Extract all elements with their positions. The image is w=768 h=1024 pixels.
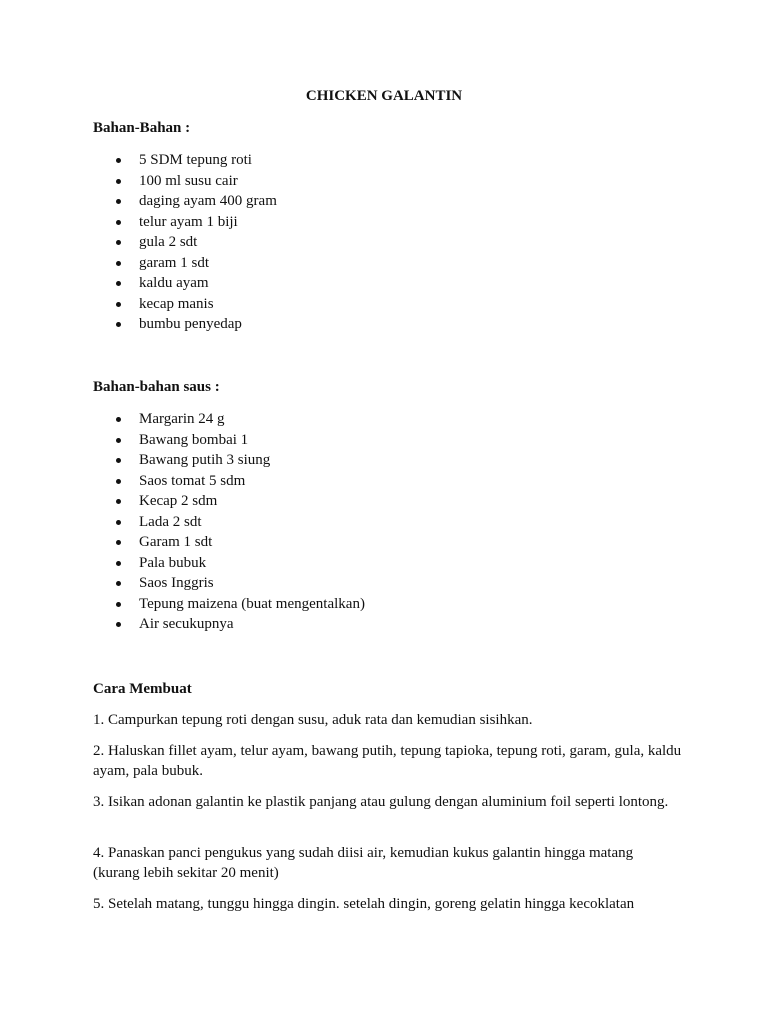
list-item: Saos tomat 5 sdm	[0, 471, 365, 492]
method-step: 1. Campurkan tepung roti dengan susu, aduk rata dan kemudian sisihkan.	[93, 712, 533, 728]
list-item: telur ayam 1 biji	[0, 212, 277, 233]
list-item: Pala bubuk	[0, 553, 365, 574]
method-heading: Cara Membuat	[93, 681, 192, 697]
bullet-icon	[116, 499, 121, 504]
list-item: kaldu ayam	[0, 273, 277, 294]
bullet-icon	[116, 158, 121, 163]
method-step: 3. Isikan adonan galantin ke plastik panjang atau gulung dengan aluminium foil seperti lontong.	[93, 794, 669, 810]
list-item: garam 1 sdt	[0, 253, 277, 274]
bullet-icon	[116, 261, 121, 266]
bullet-icon	[116, 602, 121, 607]
bullet-icon	[116, 540, 121, 545]
bullet-icon	[116, 479, 121, 484]
bullet-icon	[116, 581, 121, 586]
bullet-icon	[116, 438, 121, 443]
method-step: 2. Haluskan fillet ayam, telur ayam, bawang putih, tepung tapioka, tepung roti, garam, gula, kaldu ayam, pala bubuk.	[93, 743, 682, 779]
method-step: 4. Panaskan panci pengukus yang sudah diisi air, kemudian kukus galantin hingga matang (kurang lebih sekitar 20 menit)	[93, 845, 634, 881]
list-item: bumbu penyedap	[0, 314, 277, 335]
bullet-icon	[116, 622, 121, 627]
ingredients-heading: Bahan-Bahan :	[93, 120, 191, 136]
list-item: 100 ml susu cair	[0, 171, 277, 192]
list-item: Garam 1 sdt	[0, 532, 365, 553]
list-item: Kecap 2 sdm	[0, 491, 365, 512]
bullet-icon	[116, 322, 121, 327]
bullet-icon	[116, 458, 121, 463]
bullet-icon	[116, 240, 121, 245]
list-item: Saos Inggris	[0, 573, 365, 594]
sauce-heading: Bahan-bahan saus :	[93, 379, 220, 395]
ingredients-list	[0, 150, 277, 335]
bullet-icon	[116, 561, 121, 566]
list-item: Air secukupnya	[0, 614, 365, 635]
bullet-icon	[116, 417, 121, 422]
recipe-title: CHICKEN GALANTIN	[305, 88, 463, 104]
list-item: Bawang putih 3 siung	[0, 450, 365, 471]
list-item: Margarin 24 g	[0, 409, 365, 430]
method-step: 5. Setelah matang, tunggu hingga dingin. setelah dingin, goreng gelatin hingga kecoklatan	[93, 896, 635, 912]
list-item: Bawang bombai 1	[0, 430, 365, 451]
bullet-icon	[116, 199, 121, 204]
list-item: kecap manis	[0, 294, 277, 315]
list-item: 5 SDM tepung roti	[0, 150, 277, 171]
bullet-icon	[116, 281, 121, 286]
bullet-icon	[116, 179, 121, 184]
bullet-icon	[116, 520, 121, 525]
bullet-icon	[116, 302, 121, 307]
list-item: gula 2 sdt	[0, 232, 277, 253]
list-item: Tepung maizena (buat mengentalkan)	[0, 594, 365, 615]
bullet-icon	[116, 220, 121, 225]
sauce-list	[0, 409, 365, 635]
list-item: Lada 2 sdt	[0, 512, 365, 533]
list-item: daging ayam 400 gram	[0, 191, 277, 212]
